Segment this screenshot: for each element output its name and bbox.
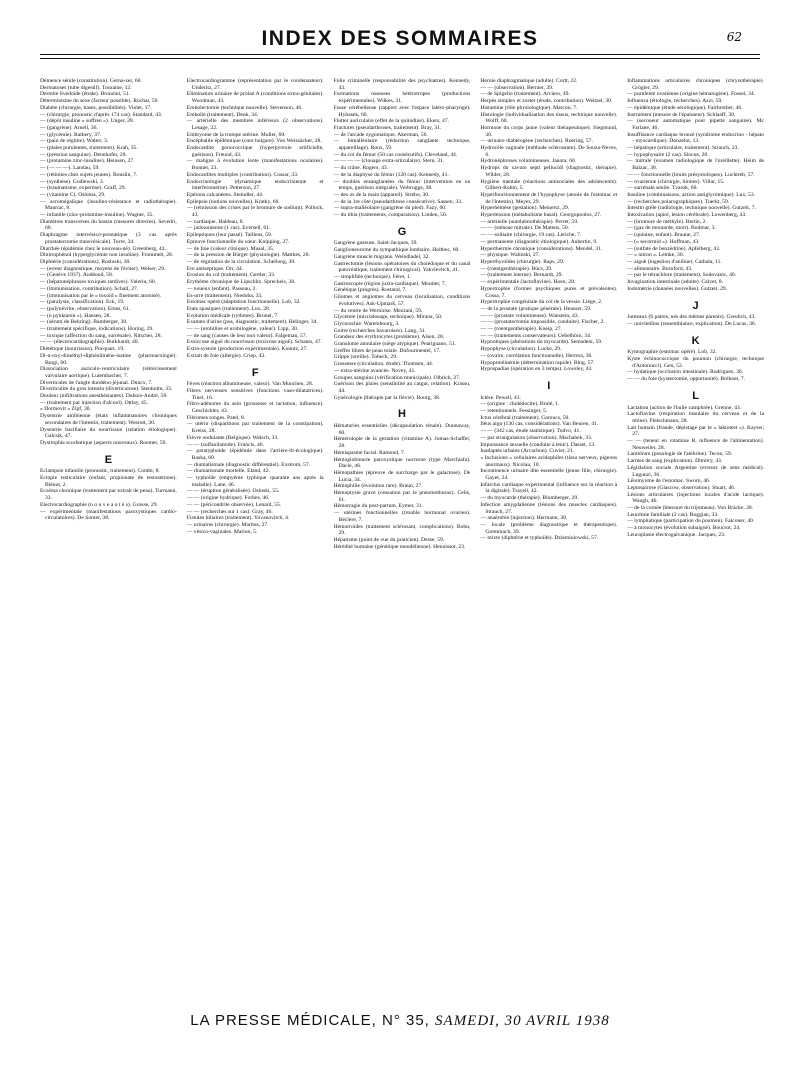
- index-entry: Fibromes ronges. Patel, 8.: [186, 414, 246, 421]
- index-entry: Hyperthyroïdes (chirurgie). Raps, 29.: [480, 258, 565, 265]
- index-entry: — du myocarde (thérapie). Blumberger, 29.: [480, 495, 579, 502]
- index-entry: Fibro-adénome du sein (grossesse et lactation, influence). Geschickter, 43.: [186, 401, 324, 415]
- index-entry: — (glycémie). Rathery, 37.: [40, 131, 102, 138]
- index-entry: — (pain de régime). Walter, 3.: [40, 138, 109, 145]
- index-entry: Impuissance sexuelle (conduite à tenir). Dasset, 13.: [480, 441, 596, 448]
- index-entry: Folie criminelle (responsabilité des psychiatres). Kennedy, 43.: [333, 78, 471, 91]
- index-entry: — — (urobiline et urobilogène, valeur). Lipp, 30.: [186, 326, 299, 333]
- index-entry: Epreuve fonctionnelle du cœur. Knipping, 27.: [186, 238, 290, 245]
- index-entry: — utérines fonctionnelles (trouble hormonal ovarien). Béclère, 7.: [333, 510, 471, 523]
- index-entry: — (plaies purulentes, traitement). Krah, 35.: [40, 145, 138, 152]
- index-entry: Dysentrie amibienne (états inflammatoires chroniques secondaires de l'intestin, traitement). Wesrott, 30.: [40, 413, 177, 426]
- section-letter: H: [398, 408, 406, 421]
- index-entry: Extra-systole (production expérimentale). Kountz, 27.: [186, 346, 308, 353]
- index-entry: — (Genève 1937). Audéoud, 58.: [40, 272, 114, 279]
- index-entry: Erosion du col (traitement). Gertler, 33.: [186, 272, 276, 279]
- index-entry: — permanente (diagnostic étiologique). Aubertin, 9.: [480, 238, 598, 245]
- index-entry: — (sulfate de benzédrine). Apfelberg, 43.: [627, 245, 721, 252]
- index-entry: — de la diaphyse du fémur (120 cas). Kennedy, 41.: [333, 171, 449, 178]
- index-entry: — aiguë (ingestion d'aniline). Cathala, 11.: [627, 258, 722, 265]
- index-entry: Grippe (oreille). Tobeck, 29.: [333, 354, 398, 361]
- index-entry: — purulente ovarienne (origine hématogène). Fossel, 34.: [627, 91, 756, 98]
- index-entry: — bimalléolaire (réduction sanglante technique, appareillage). Roux, 59.: [333, 138, 471, 152]
- index-entry: — simplifiée (technique). Féret, 1.: [333, 273, 412, 280]
- index-entry: — vésico-vaginales. Marion, 5.: [186, 528, 258, 535]
- index-entry: Greffes libres de peau totale. Dufourmentel, 17.: [333, 347, 441, 354]
- index-entry: Leucémie familiale (2 cas). Boggian, 33.: [627, 511, 719, 518]
- index-entry: — de foie (valeur clinique). Musal, 35.: [186, 245, 275, 252]
- index-entry: — — (teneur en vitamine B, influence de l'alimentation). Neuweiler, 28.: [627, 438, 764, 451]
- index-entry: Hémispasme facial. Ramond, 7.: [333, 449, 406, 456]
- index-entry: — du centre de Wernicke. Mezzani, 59.: [333, 307, 423, 314]
- index-entry: — — (prostate volumineuse). Wanstein, 43.: [480, 312, 579, 319]
- index-entry: Hypertrophie (formes psychiques pures et prévalentes). Cossa, 7.: [480, 285, 618, 299]
- index-entry: Diphtérie (considérations). Rosloski, 30.: [40, 258, 131, 265]
- index-entry: — lymphatique (participation du poumon). Falconer, 40.: [627, 518, 755, 525]
- index-entry: — doubles ensanglantées du fémur (intervention en un temps, guérison intégrale). Verbrugge, 38.: [333, 178, 471, 192]
- section-letter: L: [692, 389, 699, 402]
- index-entry: Hydrocèle vaginale (méthode sclérosante). De Souza-Neves, 6.: [480, 145, 618, 158]
- index-entry: Epilepsie (notions nouvelles). Kratky, 60.: [186, 198, 280, 205]
- index-entry: Leptospirose (Glascow, observation). Stuart, 46.: [627, 484, 736, 491]
- index-entry: Jumeaux (6 paires, nés des mêmes parents). Greulich, 43.: [627, 314, 756, 321]
- index-entry: — du crâne. Rogers, 43.: [333, 165, 389, 172]
- index-entry: — des os de la main (appareil). Strebo, 30.: [333, 191, 430, 198]
- index-entry: Gangrène muscle migrans. Weindladel, 32.: [333, 253, 430, 260]
- index-entry: — de l'arcade zygomatique. Akerman, 56.: [333, 131, 428, 138]
- page-title: INDEX DES SOMMAIRES: [261, 27, 539, 50]
- index-column-4: [480, 78, 617, 1004]
- index-entry: Lésions articulaires (injections locales d'acide lactique). Waugh, 46.: [627, 491, 764, 505]
- index-entry: Gliomes et angiomes du cerveau (localisation, conditions évolutives). Ask-Upmark, 57.: [333, 294, 471, 307]
- section-letter: F: [251, 366, 259, 379]
- index-entry: Hémopathies (épreuve de surcharge par le galactose). De Lucia, 34.: [333, 469, 471, 483]
- index-entry: — par strangulation (observation). Machabek, 33.: [480, 434, 593, 441]
- index-entry: — urinaires (chirurgie). Martius, 27.: [186, 522, 269, 528]
- index-entry: Eclampsie infantile (pronostic, traitement). Combt, 8.: [40, 468, 160, 475]
- index-entry: Hémérolopie de la gestation (vitamine A). Jumas-Schaffer, 28.: [333, 436, 471, 450]
- index-entry: Kyste échinococcique du poumon (chirurgie, technique d'Antonucci). Gen, 53.: [627, 356, 764, 369]
- index-entry: — du tibia (traitements, comparaison). Linden, 56.: [333, 212, 448, 219]
- index-entry: Hyperhémèse (gestation). Meinertz, 29.: [480, 205, 570, 212]
- index-entry: — utérin (disparitions par traitement de la constipation). Kreiss, 28.: [186, 421, 324, 435]
- index-entry: — rhumatismale mortelle. Eland, 42.: [186, 468, 270, 475]
- index-entry: — — (origine hydrique). Forbes, 46.: [186, 495, 270, 502]
- index-entry: — par le tétrachlore (traitement). Sodovanic, 40.: [627, 272, 737, 279]
- index-entry: — (bromure de méthyle). Bertin, 2.: [627, 218, 707, 225]
- page-number: 62: [726, 30, 742, 44]
- index-entry: — « nitron ». Lemke, 30.: [627, 252, 685, 259]
- index-entry: — mitrale (examen radiologique de l'oreillette). Heim de Balzac, 38.: [627, 158, 764, 172]
- index-entry: Intoxication (apiol, lésion cérébrale). Lowenberg, 43.: [627, 212, 747, 219]
- index-entry: — (gaz de moutarde, mort). Bodmar, 3.: [627, 225, 716, 232]
- index-entry: — (sérum de Behring). Bamberger, 30.: [40, 319, 128, 326]
- index-entry: Gastrectomie (lésions opératoires du cholédoque et du canal pancréatique, traitement chirurgical). Yakvlevitch, 41.: [333, 260, 471, 274]
- index-entry: — noueux (enfant). Passeau, 2.: [186, 285, 257, 292]
- index-entry: Hypospadias (opération en 3 temps). Lowsley, 43.: [480, 366, 593, 373]
- section-letter: J: [692, 299, 699, 312]
- index-entry: — — solitaire (chirurgie, 19 cas). Leriche, 7.: [480, 232, 582, 239]
- index-entry: Iléus aigu (130 cas, considérations). Van Beuren, 41.: [480, 421, 599, 428]
- index-entry: — rhumatismale (diagnostic différentiel). Exstrom, 57.: [186, 461, 311, 468]
- index-entry: — maligne à évolution lente (manifestations oculaires). Bonnet, 23.: [186, 158, 324, 172]
- index-entry: — — fonctionnelle (bruits présystoliques). Luchtreb, 57.: [627, 171, 755, 178]
- index-entry: — — du foie (kystectomie, opportunité). Bréhant, 7.: [627, 376, 746, 383]
- index-entry: Herpès simplex et zoster (étude, contribution). Weitzel, 30.: [480, 98, 613, 105]
- index-entry: — alimentaire. Burnford, 43.: [627, 265, 693, 272]
- index-entry: Hématuries essentielles (décapsulation rénale). Dunnaway, 60.: [333, 423, 471, 436]
- index-entry: — extra-utérine avancée. Novey, 41.: [333, 367, 416, 374]
- index-entry: Hyperthermie chronique (considérations). Mendel, 31.: [480, 245, 603, 252]
- index-entry: Fèves (réaction albumineuse, valeur). Van Munchen, 28.: [186, 381, 314, 388]
- index-entry: — (traumatisme, expertise). Graff, 29.: [40, 185, 126, 192]
- index-entry: Hypoprotéinémie (détermination rapide). Bing, 57.: [480, 359, 595, 366]
- index-entry: — (traitement interne). Bernardt, 29.: [480, 272, 563, 279]
- index-entry: Infarctus cardiaque expérimental (influence sur la réaction à la digitale). Trayell, 42.: [480, 481, 618, 495]
- index-entry: — — (éruption généralisée). Osinski, 55.: [186, 488, 280, 495]
- index-column-2: [187, 78, 324, 1004]
- index-entry: Dysentrie bacillaire du nourrisson (relation étiologique). Galcsik, 47.: [40, 426, 177, 440]
- index-entry: — (n pynktanin »). Hansen, 28.: [40, 312, 111, 319]
- index-entry: — (traitement spécifique, indications). Horing, 29.: [40, 326, 154, 333]
- index-entry: Examen d'urine (pus, diagnostic, traitement). Helinger, 34.: [186, 319, 318, 326]
- index-entry: — expérimentale (manifestations paroxystiques cardio-circulatoires). De Somer, 38.: [40, 508, 177, 522]
- index-entry: — de Spigelio (traitement). Arciero, 49.: [480, 91, 570, 98]
- index-entry: — du col du fémur (50 cas consécutifs). Cleveland, 44.: [333, 151, 458, 158]
- index-entry: Hémophilie (évolution rare). Braun, 27.: [333, 483, 423, 490]
- index-entry: Granulome annulaire (siège atypique). Peariguano, 51.: [333, 341, 456, 348]
- index-entry: — (traitement par injection d'alcool). Ottlay, 45.: [40, 399, 148, 406]
- index-entry: — (vitamine C). Oshima, 29.: [40, 191, 106, 198]
- index-entry: Déterminisme du sexe (facteur possible). Rochat, 59.: [40, 98, 159, 105]
- index-entry: Extrait de foie (allergie). Criep, 43.: [186, 352, 266, 359]
- index-entry: Fosse cérébelleuse (rapport avec l'espace latéro-pharyngé). Hybasek, 60.: [333, 104, 471, 118]
- index-entry: Hémorragie du post-partum. Eymer, 31.: [333, 503, 424, 510]
- index-entry: — — (prostatectomie impossible, conduite). Fischer, 2.: [480, 319, 605, 326]
- index-entry: Lamblium (posologie de l'atébrine). Tecon, 59.: [627, 451, 733, 458]
- header-rule-thin: [40, 58, 760, 59]
- index-entry: — (dépôt insuline « suffren »). Unger, 28.: [40, 118, 135, 125]
- index-entry: Endocrinologie (dynamique endocrinienne et interferométrie). Petterson, 27.: [186, 178, 324, 192]
- index-entry: Hydrops du cavum septi pellucidi (diagnostic, thérapie). Wilder, 28.: [480, 165, 618, 178]
- index-entry: Embolie (traitement). Denk, 34.: [186, 111, 259, 118]
- index-entry: Epileptiques (leur passé). Tailleus, 59.: [186, 232, 273, 239]
- index-entry: Hormone du corps jaune (valeur thérapeutique). Siegmund, 30.: [480, 124, 618, 138]
- index-entry: Incontinence urinaire dite essentielle (jeune fille, chirurgie). Gayet, 24.: [480, 468, 618, 482]
- index-entry: Hypertension (métabolisme basal). Georgopoulos, 27.: [480, 212, 602, 219]
- index-entry: Instrument (mesure de l'épaisseur). Schlaaff, 30.: [627, 111, 736, 118]
- index-entry: Exsiccose aiguë du nourrisson (toxicose aiguë). Schants, 47.: [186, 339, 322, 346]
- index-entry: — paratyphoïde (épidémie dans l'arrière-lit-écologique). Raska, 60.: [186, 448, 324, 461]
- index-entry: Larmes de sang (explication). Dimitry, 43.: [627, 458, 723, 465]
- index-entry: Ectopie testiculaire (enfant, propionate de testostérone). Blénot, 2.: [40, 475, 177, 488]
- index-entry: Insuline (combinaisons, action antiglycémique). Lux, 53.: [627, 191, 756, 198]
- index-entry: — — (sulfanilamide). Francis, 46.: [186, 441, 265, 448]
- index-entry: Endocardites multiples (contribution). Cossar, 33.: [186, 171, 299, 178]
- index-entry: Lactation (action de l'huile camphrée). Grenne, 43.: [627, 404, 742, 411]
- index-entry: — physique. Walinski, 27.: [480, 252, 540, 259]
- index-column-1: [40, 78, 177, 1004]
- index-entry: Diamètres transverses du bassin (mesures directes). Sevedri, 60.: [40, 218, 177, 232]
- index-entry: Inflammations articulaires chroniques (chrysothérapie). Grögler, 29.: [627, 78, 764, 91]
- index-entry: Embryome de la trompe utérine. Muller, 60.: [186, 131, 286, 138]
- index-entry: Hémorroïdes (traitement sclérosant, complications). Bohn, 29.: [333, 523, 471, 537]
- index-columns: [40, 78, 764, 1004]
- index-entry: — supra-malléolaire (gangrène du pied). Fazy, 60.: [333, 205, 447, 212]
- index-entry: — (polynévrite, observation). Emes, 61.: [40, 305, 131, 312]
- index-entry: Embolectomie (technique nouvelle). Stevenson, 46.: [186, 104, 303, 111]
- index-entry: Diaphragme intervésico-prostatique (3 cas après prostatectomie transvésicale). Torre, 34.: [40, 232, 177, 245]
- index-entry: — — (roentgenthérapie). Kneip, 27.: [480, 326, 562, 333]
- index-entry: Ere antiseptique. Orr, 44.: [186, 265, 244, 272]
- index-entry: — locale (problème diagnostique et thérapeutique). Gremmach, 39.: [480, 522, 618, 535]
- index-entry: — retentionnels. Fessinger, 5.: [480, 408, 548, 415]
- index-entry: Evolution médicale (rythmes). Brunel, 7.: [186, 312, 279, 319]
- index-entry: Hypophyse (circulation). Lucke, 29.: [480, 346, 562, 353]
- index-entry: — de la cornée (blessure du trijumeau). Von Bräcke, 28.: [627, 505, 754, 512]
- index-entry: Législation sociale Argentine (erreurs de sens médical). Lugunzi, 36.: [627, 464, 764, 478]
- header-rule-thick: [40, 54, 760, 55]
- index-entry: Fractures (pseudarthroses, traitement). Bray, 31.: [333, 124, 442, 131]
- index-entry: Démence sénile (constitution). Gerna-zer, 60.: [40, 78, 142, 84]
- index-entry: — cardiaque. Haldeau, 8.: [186, 218, 244, 225]
- index-entry: Goitre (recherches bavaroises). Lang, 31.: [333, 327, 427, 334]
- index-entry: — (recherches polarographiques). Tuerkt, 59.: [627, 198, 730, 205]
- index-entry: — — (recherches sur 1 cas). Gray, 46.: [186, 508, 273, 515]
- index-entry: — de régulation de la circulation. Schellong, 30.: [186, 258, 296, 265]
- index-entry: Glycémie (microdosage, technique). Mirana, 50.: [333, 314, 443, 321]
- index-entry: Elimination urinaire de prolan A (conditions extra-génitales). Woodman, 43.: [186, 91, 324, 105]
- index-entry: — — (342 cas, étude statistique). Todvo, 41.: [480, 428, 581, 435]
- index-entry: Insuffisance cardiaque bronzé (syndrome endocrino - hépato - myocardique). Donzelot, 13.: [627, 131, 764, 145]
- index-entry: — (« secormid »). Hoffman, 43.: [627, 238, 700, 245]
- index-entry: Etats spasiques (traitement). Lux, 28.: [186, 305, 271, 312]
- index-entry: Erythème chronique de Lipschitz. Spreckeis, 30.: [186, 279, 296, 286]
- index-entry: Eczéma chronique (traitement par extrait de peau). Turmann, 33.: [40, 488, 177, 502]
- index-entry: — (roentgenthérapie). Bücs, 29.: [480, 265, 553, 272]
- index-entry: Iodométrie (données nouvelles). Gutzeit, 29.: [627, 285, 728, 292]
- index-entry: Léiomyome de l'estomac. Sworn, 46.: [627, 478, 711, 485]
- index-entry: Hérédité humaine (génétique mendélienne). Hennissot, 23.: [333, 543, 466, 550]
- index-entry: Di-n-oxy-diméthyl-diphénilméne-isatine (pharmacologie). Burgi, 60.: [40, 352, 177, 366]
- index-entry: Diarrhée (épidémie chez le nouveau-né). Greenberg, 43.: [40, 245, 166, 252]
- index-entry: — (secoueur automatique pour pipette sanguine). Mc Farlane, 46.: [627, 118, 764, 131]
- index-entry: — artérielle (autohémothérapie). Perret, 59.: [480, 218, 579, 225]
- index-entry: — toxique (affection du sang, surrénale). Nitscher, 28.: [40, 332, 162, 339]
- index-entry: — à monocytes (évolution subaiguë). Boucrot, 24.: [627, 525, 741, 532]
- index-entry: — épidémique (étude sérologique). Fairbrother, 46.: [627, 104, 743, 111]
- index-entry: Gangrène gazeuse. Saint-Jacques, 39.: [333, 240, 418, 247]
- index-entry: — jacksonienne (1 cas). Eversell, 61.: [186, 225, 271, 232]
- index-entry: Dissociation auriculo-ventriculaire (rétrécissement valvulaire aortique). Lutembacher, 7.: [40, 366, 177, 379]
- index-entry: — (chirurgie, pronostic d'après 174 cas). Standard, 43.: [40, 111, 163, 118]
- index-column-5: [627, 78, 764, 1004]
- index-entry: Hyperfonctionnement de l'hypophyse (atonie de l'estomac et de l'intestin). Meyer, 29.: [480, 191, 618, 205]
- index-entry: Hygiène mentale (réactions antisociales des adolescents). Gilbert-Robin, 5.: [480, 178, 618, 192]
- index-entry: — de la pression de Bürger (physiologie). Matthes, 28.: [186, 252, 310, 259]
- index-entry: Flutter auriculaire (effet de la quinidine). Ekers, 47.: [333, 118, 450, 125]
- index-entry: Inadaptés urbains (Arcachon). Cuvier, 21.: [480, 448, 575, 455]
- index-entry: Histamine (rôle physiologique). Marcou, 7.: [480, 104, 578, 111]
- index-entry: Glycorachie. Warembourg, 3.: [333, 320, 400, 327]
- index-entry: — — (sténose mitrale). De Matteis, 50.: [480, 225, 570, 232]
- index-entry: Leucoplasie électrogalvanique. Jacques, 23.: [627, 531, 726, 538]
- index-entry: Encéphalite épidémique (cure bulgare). Von Weizsäcker, 28.: [186, 138, 322, 145]
- index-entry: — de la prostate (pratique générale). Heusser, 59.: [480, 305, 592, 312]
- index-entry: Hémoglobinurie paroxystique nocturne (type Marchiafa). Dacie, 46.: [333, 456, 471, 470]
- index-entry: — hypophysaire (2 cas). Slocne, 28.: [627, 151, 709, 158]
- index-entry: Hypertrophie congénitale du col de la vessie. Liège, 2.: [480, 299, 603, 306]
- index-entry: — (gangrène). Arnell, 36.: [40, 124, 98, 131]
- index-entry: « Inclusions » cellulaires acidophiles (tissu nerveux, pigeons anormaux). Nicolau, 10.: [480, 454, 618, 468]
- index-entry: — (synthèse). Godlewski, 3.: [40, 178, 105, 185]
- index-entry: Diverticulite du gros intestin (diverticulose). Stenholm, 33.: [40, 386, 173, 393]
- index-entry: Formations osseuses hétérotropes (productions expérimentales). Wilkes, 31.: [333, 91, 471, 105]
- index-entry: Guérison des plaies (sensibilité au catgut, relation). Krassu, 44.: [333, 381, 471, 394]
- section-letter: G: [397, 225, 407, 238]
- index-entry: Electrocardiographie (n o u v e a u t é s). Grosse, 29.: [40, 501, 158, 508]
- section-letter: I: [547, 379, 551, 392]
- index-entry: — expérimentale (lactoflavine). Hoen, 28.: [480, 279, 576, 286]
- index-entry: — — (traitements conservateurs). Uebelhörn, 34.: [480, 332, 592, 339]
- index-entry: Infection amygdalienne (lésions des muscles cardiaques). Strauch, 27.: [480, 501, 618, 515]
- index-entry: Diabète (chirurgie, bases, possibilités). Violet, 17.: [40, 104, 152, 111]
- index-entry: — artérielle des membres inférieurs (2 observations). Lesage, 22.: [186, 118, 324, 131]
- index-entry: — de la 1re côte (pseudarthrose consécutive). Sassen, 33.: [333, 198, 463, 205]
- index-entry: Ictus cérébral (traitement). Garoucs, 50.: [480, 414, 570, 421]
- index-entry: Intestin grêle (radiologie, technique nouvelle). Gutzeit, 7.: [627, 205, 756, 212]
- index-column-3: [334, 78, 471, 1004]
- index-entry: Groupes sanguins (vérification municipale). Olbrich, 27.: [333, 374, 461, 381]
- index-entry: Grandeur des érythrocytes (problème). Alsen, 28.: [333, 334, 445, 341]
- index-entry: Influenza (étiologie, recherches). Azzi, 59.: [627, 98, 723, 105]
- index-entry: Invagination intestinale (adulte). Calvet, 8.: [627, 279, 724, 286]
- index-entry: Hydronéphroses volumineuses. Janota, 60.: [480, 158, 577, 165]
- index-entry: Grossesse (circulation, étude). Thomsen, 44.: [333, 361, 434, 368]
- index-entry: — (paralysie, classification). Eck, 19.: [40, 299, 125, 306]
- index-entry: — acromégalique (insulino-résistance et radiothérapie). Mauriac, 8.: [40, 198, 177, 212]
- index-entry: — (origine : cholédocite). Brulé, 1.: [480, 401, 560, 408]
- index-entry: — (quinine, enfant). Braune, 27.: [627, 232, 701, 239]
- index-entry: — (rémission des crises par le bromure de sodium). Pollock, 43.: [186, 205, 324, 219]
- index-entry: Gastroscopie (région juxta-cardiaque). Moutier, 7.: [333, 280, 446, 287]
- index-entry: Hernie diaphragmatique (adulte). Cortt, 22.: [480, 78, 578, 84]
- footer-date: SAMEDI, 30 AVRIL 1938: [435, 1013, 610, 1029]
- index-entry: — infantile (zinc-protamine-insuline). Wagner, 35.: [40, 212, 154, 219]
- index-entry: Gynécologie (thérapie par la fièvre). Bourg, 38.: [333, 394, 441, 401]
- index-entry: — (protamine zinc-insuline). Heinsen, 27.: [40, 158, 135, 165]
- index-entry: Dermatoses (tube digestif). Touraine, 12.: [40, 84, 132, 91]
- index-entry: — (— — —). Landau, 59.: [40, 165, 100, 172]
- index-entry: Dystrophie scorbutique (aspects nouveaux). Roemer, 59.: [40, 439, 167, 446]
- index-entry: — (erreur diagnostique, moyens de l'éviter). Welser, 29.: [40, 265, 166, 272]
- index-entry: — — (électrocardiographie). Burkhardt, 40.: [40, 339, 139, 346]
- index-entry: Diverticules de l'angle duodéno-jéjunal. Duncx, 7.: [40, 379, 153, 386]
- index-entry: — (rétinites chez sujets jeunes). Rouslin, 7.: [40, 171, 138, 178]
- index-entry: Fistules biliaires (traitement). Yovanovitch, 4.: [186, 515, 290, 522]
- index-entry: — hépatique (articulaire, traitement). Strauch, 23.: [627, 145, 739, 152]
- page-header: [0, 24, 800, 50]
- index-entry: Fièvre ondulante (Belgique). Welsch, 33.: [186, 434, 279, 441]
- section-letter: K: [691, 334, 700, 347]
- index-entry: Electrocardiogramme (représentation par le condensateur). Underitz, 27.: [186, 78, 324, 91]
- index-entry: Fibres nerveuses sensitives (fonctions vaso-dilatatrices). Tinel, 16.: [186, 387, 324, 401]
- index-entry: — ovarienne (chirurgie, limites). Villar, 15.: [627, 178, 725, 185]
- index-entry: — de sang (causes de leur non valeur). Falgeman, 57.: [186, 332, 308, 339]
- index-entry: Hypnotiques (altérations du myocarde). Semadeni, 59.: [480, 339, 603, 346]
- section-letter: E: [104, 453, 113, 466]
- index-entry: Es-urre (traitement). Niedoba, 33.: [186, 292, 263, 299]
- index-entry: Diététique (nourrisson). Pucquart, 19.: [40, 346, 125, 353]
- index-entry: — — (péricondrite observée). Lenard, 55.: [186, 501, 282, 508]
- index-entry: Epérons calcanéens. Steindler, 44.: [186, 191, 264, 198]
- index-entry: Génétique (progrès). Rostand, 7.: [333, 287, 407, 294]
- index-entry: — (immunisation, contribution). Schall, 27.: [40, 285, 139, 292]
- index-entry: Douleur (infiltrations anesthésiantes). Dubois-André, 58.: [40, 393, 168, 400]
- page-footer: [40, 1012, 760, 1030]
- index-entry: — anaérobie (injection). Hermann, 30.: [480, 515, 568, 522]
- index-entry: — typhoïde (empyème typhique quarante ans après la maladie). Lane, 46.: [186, 475, 324, 488]
- index-entry: « Dormovit » Zipf, 30.: [40, 406, 91, 413]
- index-entry: Hémoptysie grave (cessation par le pneumothorax). Celis, 61.: [333, 490, 471, 503]
- index-entry: — (immunisation par le « toxoïd » finement atomisé).: [40, 292, 162, 299]
- index-entry: Ganglioneurome du sympathique lombaire. Holtbec, 60.: [333, 247, 460, 254]
- index-entry: Kymographie (estomac opéré). Lob, 32.: [627, 349, 717, 356]
- index-entry: — — (observation). Bernier, 39.: [480, 84, 554, 91]
- index-entry: Endocardite gonococcique (hyperpyrexie artificielle, guérison). Freund, 43.: [186, 145, 324, 158]
- index-entry: Lactoflavine (respiration tissulaire du cerveau et de la rétine). Fleischmann, 28.: [627, 411, 764, 424]
- index-entry: — (hépatonéphroses toxiques tardives). Valeriu, 60.: [40, 279, 157, 286]
- index-entry: Dinitrophénol (hyperglycémie non insuline). Frommelt, 28.: [40, 252, 174, 259]
- index-entry: Dermite livedoïde (étude). Bronzini, 51.: [40, 91, 130, 98]
- index-entry: — univitellins (ressemblance, explication). De Lucas, 36.: [627, 320, 757, 327]
- index-entry: — (pression sanguine). Dennhofer, 28.: [40, 151, 127, 158]
- index-entry: — mixte (diphtérie et typhoïde). Dziemiolowski, 57.: [480, 535, 599, 542]
- index-entry: Hépatisme (point de vue du praticien). Desse, 59.: [333, 537, 445, 543]
- index-entry: Histologie (individualisation des tissus, technique nouvelle). Wolff, 60.: [480, 111, 618, 125]
- footer-journal: LA PRESSE MÉDICALE, N° 35,: [190, 1012, 430, 1029]
- index-entry: — (ovaire, corrélation fonctionnelle). Herrera, 36.: [480, 352, 593, 359]
- index-entry: — surrénale sénile. Tvarok, 60.: [627, 185, 698, 192]
- index-entry: — hydatique (occlusion intestinale). Rodriguez, 36.: [627, 369, 744, 376]
- index-entry: Estomac opéré (adaptation fonctionnelle). Lob, 32.: [186, 299, 301, 306]
- index-entry: — urinaire diabétogène (recherches). Roering, 57.: [480, 138, 593, 145]
- index-entry: — — — — (clouage extra-articulaire). Stern, 31.: [333, 158, 445, 165]
- index-entry: Ictère. Pewell, 43.: [480, 394, 521, 401]
- index-entry: Lait humain (fraude, dépistage par le « laktotest »). Kayser, 27.: [627, 424, 764, 438]
